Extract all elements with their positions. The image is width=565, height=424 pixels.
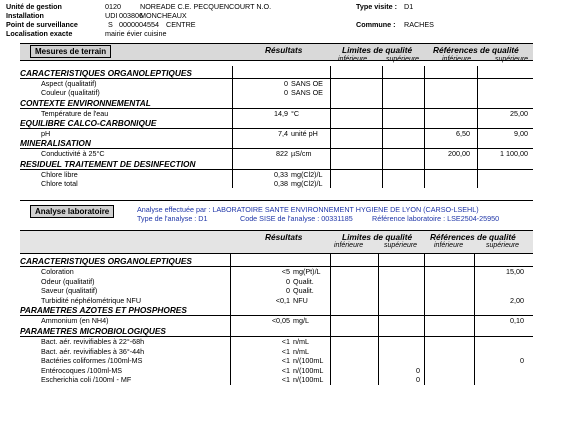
labo-code-sise: Code SISE de l'analyse : 00331185 — [240, 214, 353, 223]
labo-col-references: Références de qualité — [430, 232, 516, 242]
column-rule — [232, 66, 233, 188]
point-label: Point de surveillance — [6, 20, 78, 29]
param-label: pH — [41, 128, 51, 138]
param-unit: n/(100mL — [293, 375, 324, 385]
param-label: Entérocoques /100ml-MS — [41, 365, 123, 375]
terrain-col-resultats: Résultats — [265, 45, 303, 55]
param-value: 0 — [284, 79, 288, 88]
point-type: S — [108, 20, 113, 29]
param-value: 0 — [286, 276, 290, 286]
ref-inf: 6,50 — [456, 128, 470, 138]
ref-inf: 200,00 — [448, 149, 470, 159]
param-value: <1 — [281, 337, 290, 346]
terrain-col-references: Références de qualité — [433, 45, 519, 55]
section-title: MINERALISATION — [20, 138, 533, 149]
param-unit: Qualit. — [293, 286, 314, 296]
param-value: <5 — [281, 267, 290, 276]
param-value: 0,33 — [274, 169, 288, 179]
unite-name: NOREADE C.E. PECQUENCOURT N.O. — [140, 2, 272, 11]
limit-sup: 0 — [416, 375, 420, 385]
localisation-label: Localisation exacte — [6, 29, 73, 38]
param-label: Chlore total — [41, 178, 78, 188]
column-rule — [230, 254, 231, 385]
param-label: Conductivité à 25°C — [41, 149, 105, 159]
param-unit: n/(100mL — [293, 356, 324, 366]
param-label: Aspect (qualitatif) — [41, 79, 97, 88]
param-unit: NFU — [293, 295, 308, 305]
param-unit: mg(Cl2)/L — [291, 169, 323, 179]
param-value: <1 — [281, 346, 290, 356]
param-label: Couleur (qualitatif) — [41, 88, 100, 98]
column-rule — [382, 66, 383, 188]
ref-sup: 15,00 — [506, 267, 524, 276]
labo-analyse-par: Analyse effectuée par : LABORATOIRE SANTE ENVIRONNEMENT HYGIENE DE LYON (CARSO-LSEHL) — [137, 205, 479, 214]
param-unit: SANS OE — [291, 79, 323, 88]
point-name: CENTRE — [166, 20, 196, 29]
param-label: Escherichia coli /100ml - MF — [41, 375, 132, 385]
param-value: <1 — [281, 356, 290, 366]
param-value: 0 — [284, 88, 288, 98]
labo-ref-labo: Référence laboratoire : LSE2504-25950 — [372, 214, 500, 223]
param-unit: °C — [291, 108, 300, 118]
param-unit: mg(Cl2)/L — [291, 178, 323, 188]
column-rule — [424, 66, 425, 188]
ref-sup: 0 — [520, 356, 524, 366]
terrain-ref-inf: inférieure — [442, 56, 472, 63]
column-rule — [474, 254, 475, 385]
param-value: 822 — [276, 149, 288, 159]
param-unit: Qualit. — [293, 276, 314, 286]
section-title: EQUILIBRE CALCO-CARBONIQUE — [20, 118, 533, 129]
column-rule — [330, 66, 331, 188]
param-value: 14,9 — [274, 108, 288, 118]
param-unit: µS/cm — [291, 149, 312, 159]
column-rule — [378, 254, 379, 385]
param-value: 0 — [286, 286, 290, 296]
point-code: 0000004554 — [119, 20, 159, 29]
section-title: PARAMETRES MICROBIOLOGIQUES — [20, 326, 533, 337]
param-label: Coloration — [41, 267, 74, 276]
param-label: Odeur (qualitatif) — [41, 276, 95, 286]
installation-name: MONCHEAUX — [140, 11, 187, 20]
param-label: Bactéries coliformes /100ml-MS — [41, 356, 143, 366]
unite-code: 0120 — [105, 2, 121, 11]
unite-label: Unité de gestion — [6, 2, 62, 11]
param-value: 7,4 — [278, 128, 288, 138]
labo-type-analyse: Type de l'analyse : D1 — [137, 214, 208, 223]
param-unit: unité pH — [291, 128, 318, 138]
column-rule — [330, 254, 331, 385]
terrain-col-limites: Limites de qualité — [342, 45, 413, 55]
param-label: Ammonium (en NH4) — [41, 316, 109, 326]
param-label: Chlore libre — [41, 169, 78, 179]
section-title: RESIDUEL TRAITEMENT DE DESINFECTION — [20, 159, 533, 170]
param-label: Température de l'eau — [41, 108, 109, 118]
terrain-ref-sup: supérieure — [495, 56, 529, 63]
terrain-lim-inf: inférieure — [338, 56, 368, 63]
ref-sup: 9,00 — [514, 128, 528, 138]
type-visite-label: Type visite : — [356, 2, 398, 11]
section-title: CARACTERISTIQUES ORGANOLEPTIQUES — [20, 68, 533, 79]
commune-value: RACHES — [404, 20, 434, 29]
param-unit: mg/L — [293, 316, 309, 326]
param-label: Bact. aér. revivifiables à 36°-44h — [41, 346, 145, 356]
labo-ref-inf: inférieure — [434, 242, 464, 249]
labo-col-limites: Limites de qualité — [342, 232, 413, 242]
labo-divider — [20, 200, 533, 201]
labo-title: Analyse laboratoire — [30, 205, 114, 218]
ref-sup: 2,00 — [510, 295, 524, 305]
type-visite-value: D1 — [404, 2, 414, 11]
param-unit: n/mL — [293, 337, 309, 346]
column-rule — [424, 254, 425, 385]
param-unit: n/(100mL — [293, 365, 324, 375]
param-value: <0,1 — [275, 295, 290, 305]
terrain-title: Mesures de terrain — [30, 45, 111, 58]
labo-lim-inf: inférieure — [334, 242, 364, 249]
param-value: <1 — [281, 375, 290, 385]
section-title: PARAMETRES AZOTES ET PHOSPHORES — [20, 305, 533, 316]
installation-code: 003806 — [119, 11, 143, 20]
limit-sup: 0 — [416, 365, 420, 375]
section-title: CARACTERISTIQUES ORGANOLEPTIQUES — [20, 256, 533, 267]
localisation-value: mairie évier cuisine — [105, 29, 167, 38]
installation-label: Installation — [6, 11, 44, 20]
commune-label: Commune : — [356, 20, 396, 29]
param-label: Bact. aér. revivifiables à 22°-68h — [41, 337, 145, 346]
labo-col-resultats: Résultats — [265, 232, 303, 242]
labo-lim-sup: supérieure — [384, 242, 418, 249]
param-value: <0,05 — [271, 316, 290, 326]
param-unit: mg(Pt)/L — [293, 267, 321, 276]
param-value: <1 — [281, 365, 290, 375]
installation-type: UDI — [105, 11, 118, 20]
labo-ref-sup: supérieure — [486, 242, 520, 249]
param-value: 0,38 — [274, 178, 288, 188]
param-unit: SANS OE — [291, 88, 323, 98]
column-rule — [477, 66, 478, 188]
section-title: CONTEXTE ENVIRONNEMENTAL — [20, 98, 533, 109]
ref-sup: 25,00 — [510, 108, 528, 118]
ref-sup: 1 100,00 — [500, 149, 528, 159]
terrain-lim-sup: supérieure — [386, 56, 420, 63]
ref-sup: 0,10 — [510, 316, 524, 326]
param-unit: n/mL — [293, 346, 309, 356]
param-label: Turbidité néphélométrique NFU — [41, 295, 142, 305]
param-label: Saveur (qualitatif) — [41, 286, 98, 296]
